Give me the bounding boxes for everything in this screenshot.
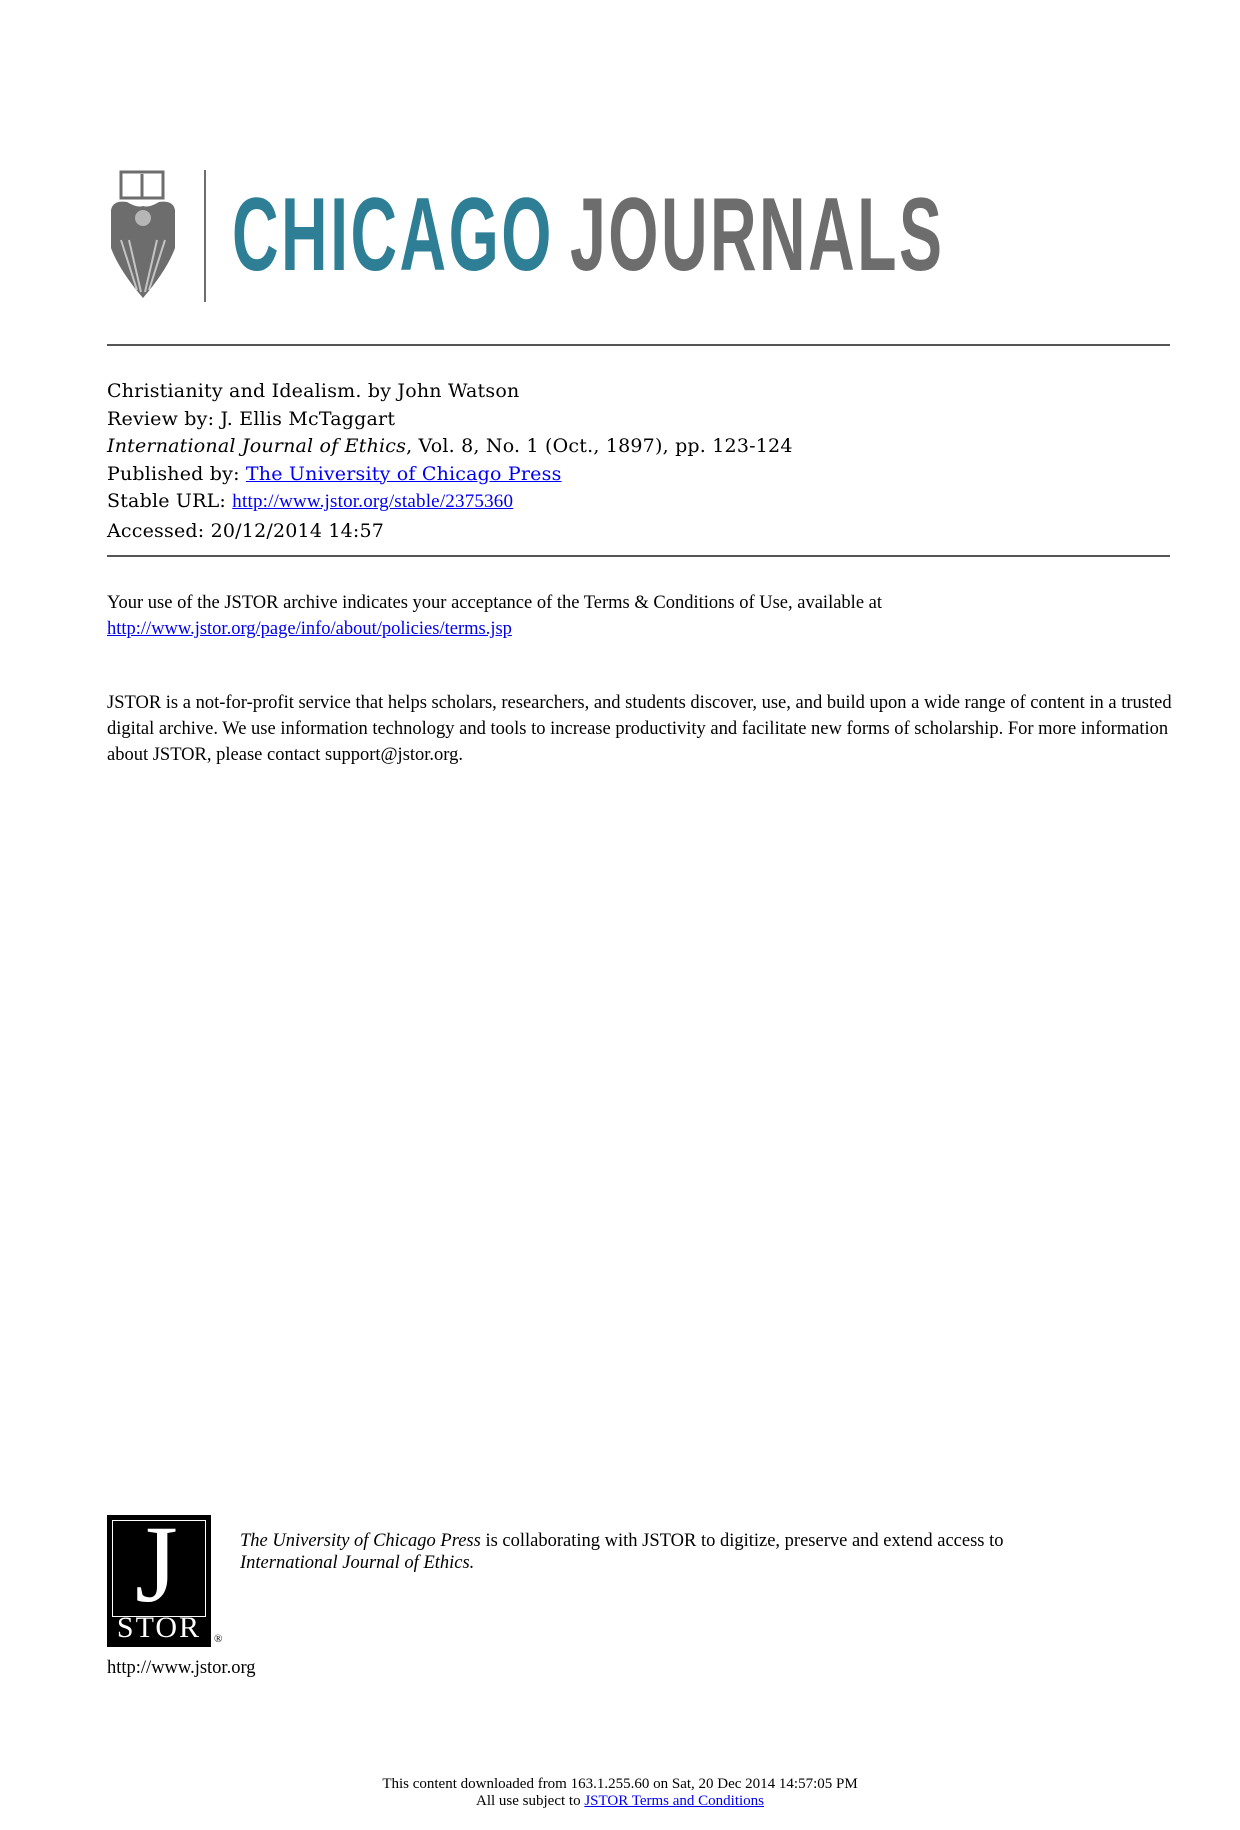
stable-url-link[interactable]: http://www.jstor.org/stable/2375360 <box>232 491 514 512</box>
top-rule <box>107 344 1170 346</box>
chicago-journals-wordmark <box>232 177 945 293</box>
journal-line <box>107 433 793 461</box>
jstor-terms-link[interactable]: JSTOR Terms and Conditions <box>584 1793 764 1809</box>
terms-link[interactable]: http://www.jstor.org/page/info/about/policies/terms.jsp <box>107 619 512 639</box>
collab-publisher: The University of Chicago Press <box>240 1531 481 1551</box>
article-title: Christianity and Idealism. by John Watson <box>107 380 520 402</box>
logo-word-journals: JOURNALS <box>569 177 945 293</box>
published-by-label: Published by: <box>107 462 246 485</box>
logo-divider <box>204 170 206 302</box>
accessed-date: Accessed: 20/12/2014 14:57 <box>107 519 385 542</box>
stable-url-label: Stable URL: <box>107 490 233 512</box>
bottom-rule <box>107 555 1170 557</box>
logo-word-chicago: CHICAGO <box>232 177 554 293</box>
about-jstor-paragraph: JSTOR is a not-for-profit service that helps scholars, researchers, and students discover, use, and build upon a wide range of content in a trusted digital archive. We use information technology and tools to increase productivity and facilitate new forms of scholarship. For more information about JSTOR, please contact support@jstor.org. <box>107 693 1172 765</box>
collab-text: is collaborating with JSTOR to digitize, preserve and extend access to <box>480 1531 1004 1551</box>
published-by-line <box>107 461 793 489</box>
terms-prefix: All use subject to <box>476 1793 585 1809</box>
publisher-link[interactable]: The University of Chicago Press <box>245 462 562 485</box>
download-info: This content downloaded from 163.1.255.60 on Sat, 20 Dec 2014 14:57:05 PM <box>382 1776 858 1792</box>
download-footer <box>0 1776 1240 1810</box>
jstor-logo-text: STOR <box>116 1611 202 1644</box>
terms-notice <box>107 590 882 642</box>
jstor-url: http://www.jstor.org <box>107 1658 256 1678</box>
terms-line <box>0 1793 1240 1810</box>
review-by-line <box>107 406 793 434</box>
collaboration-note <box>240 1530 1004 1574</box>
terms-text: Your use of the JSTOR archive indicates your acceptance of the Terms & Conditions of Use, available at <box>107 593 883 613</box>
stable-url-line <box>107 488 793 516</box>
university-eagle-logo-icon <box>107 170 179 302</box>
jstor-logo-letter: J <box>135 1503 178 1625</box>
citation-block <box>107 378 793 545</box>
jstor-logo-icon <box>107 1503 211 1647</box>
collab-line-2 <box>240 1552 1004 1574</box>
journal-name: International Journal of Ethics <box>107 435 407 457</box>
collab-journal: International Journal of Ethics. <box>240 1553 475 1573</box>
review-by-label: Review by: <box>107 407 221 430</box>
registered-mark: ® <box>214 1633 223 1645</box>
journal-details: , Vol. 8, No. 1 (Oct., 1897), pp. 123-124 <box>406 435 793 457</box>
collab-line-1 <box>240 1530 1004 1552</box>
reviewer-name: J. Ellis McTaggart <box>220 407 396 430</box>
